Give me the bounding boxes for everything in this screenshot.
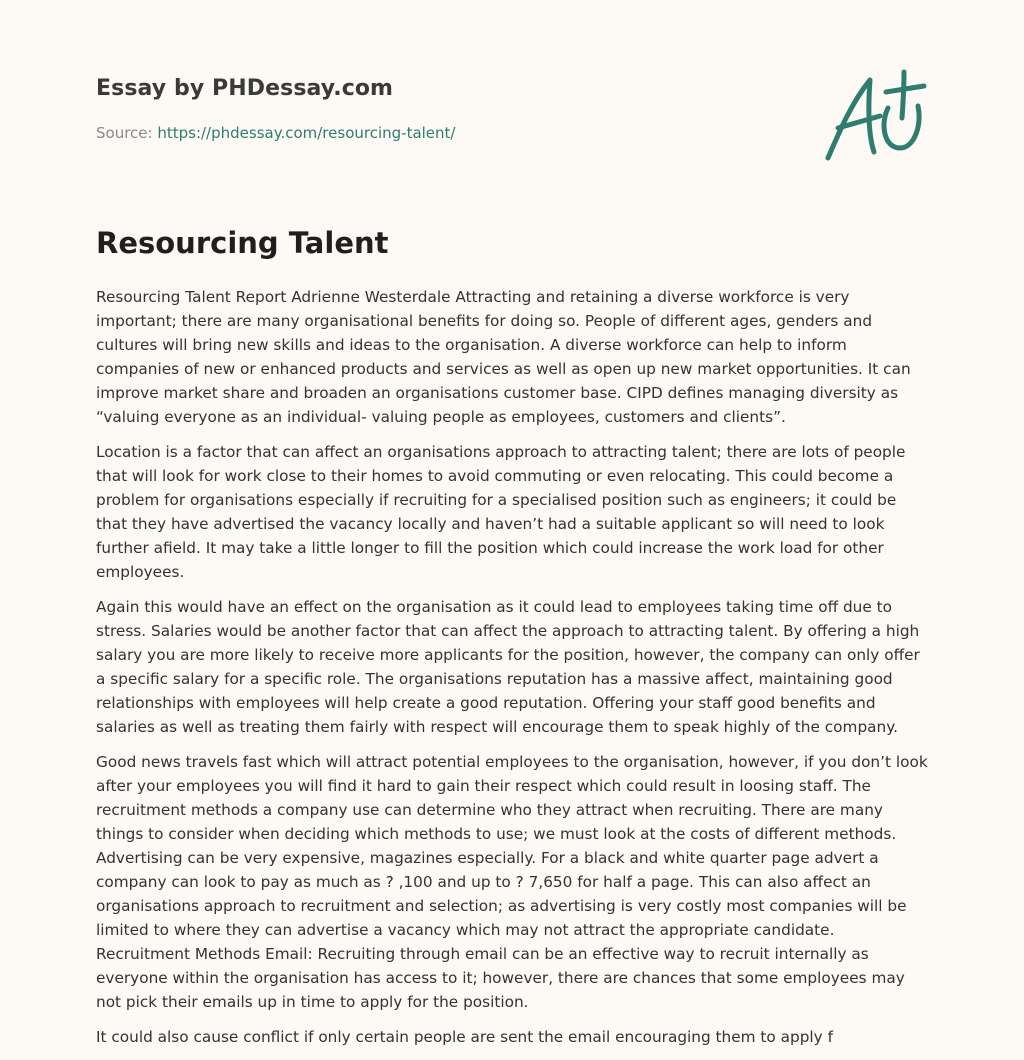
source-line [96,124,455,142]
a-plus-logo [822,68,928,164]
paragraph: Good news travels fast which will attract potential employees to the organisation, however, if you don’t look after your employees you will find it hard to gain their respect which could result in loosing staff. The recruitment methods a company use can determine who they attract when recruiting. There are many things to consider when deciding which methods to use; we must look at the costs of different methods. Advertising can be very expensive, magazines especially. For a black and white quarter page advert a company can look to pay as much as ? ,100 and up to ? 7,650 for half a page. This can also affect an organisations approach to recruitment and selection; as advertising is very costly most companies will be limited to where they can advertise a vacancy which may not attract the appropriate candidate. Recruitment Methods Email: Recruiting through email can be an effective way to recruit internally as everyone within the organisation has access to it; however, there are chances that some employees may not pick their emails up in time to apply for the position. [96,753,928,1011]
source-label: Source: [96,124,158,142]
source-link[interactable]: https://phdessay.com/resourcing-talent/ [157,124,456,142]
a-plus-logo-icon [822,68,928,164]
paragraph: Resourcing Talent Report Adrienne Westerdale Attracting and retaining a diverse workforce is very important; there are many organisational benefits for doing so. People of different ages, genders and cultures will bring new skills and ideas to the organisation. A diverse workforce can help to inform companies of new or enhanced products and services as well as open up new market opportunities. It can improve market share and broaden an organisations customer base. CIPD defines managing diversity as “valuing everyone as an individual- valuing people as employees, customers and clients”. [96,288,911,426]
essay-header [96,76,928,142]
paragraph: Again this would have an effect on the organisation as it could lead to employees taking time off due to stress. Salaries would be another factor that can affect the approach to attracting talent. By offering a high salary you are more likely to receive more applicants for the position, however, the company can only offer a specific salary for a specific role. The organisations reputation has a massive affect, maintaining good relationships with employees will help create a good reputation. Offering your staff good benefits and salaries as well as treating them fairly with respect will encourage them to speak highly of the company. [96,598,920,736]
site-title: Essay by PHDessay.com [96,76,394,101]
essay-title: Resourcing Talent [96,226,389,260]
paragraph: Location is a factor that can affect an organisations approach to attracting talent; there are lots of people that will look for work close to their homes to avoid commuting or even relocating. This could become a problem for organisations especially if recruiting for a specialised position such as engineers; it could be that they have advertised the vacancy locally and haven’t had a suitable applicant so will need to look further afield. It may take a little longer to fill the position which could increase the work load for other employees. [96,443,906,581]
paragraph: It could also cause conflict if only certain people are sent the email encouraging them to apply f [96,1028,833,1046]
essay-body [96,285,931,1060]
